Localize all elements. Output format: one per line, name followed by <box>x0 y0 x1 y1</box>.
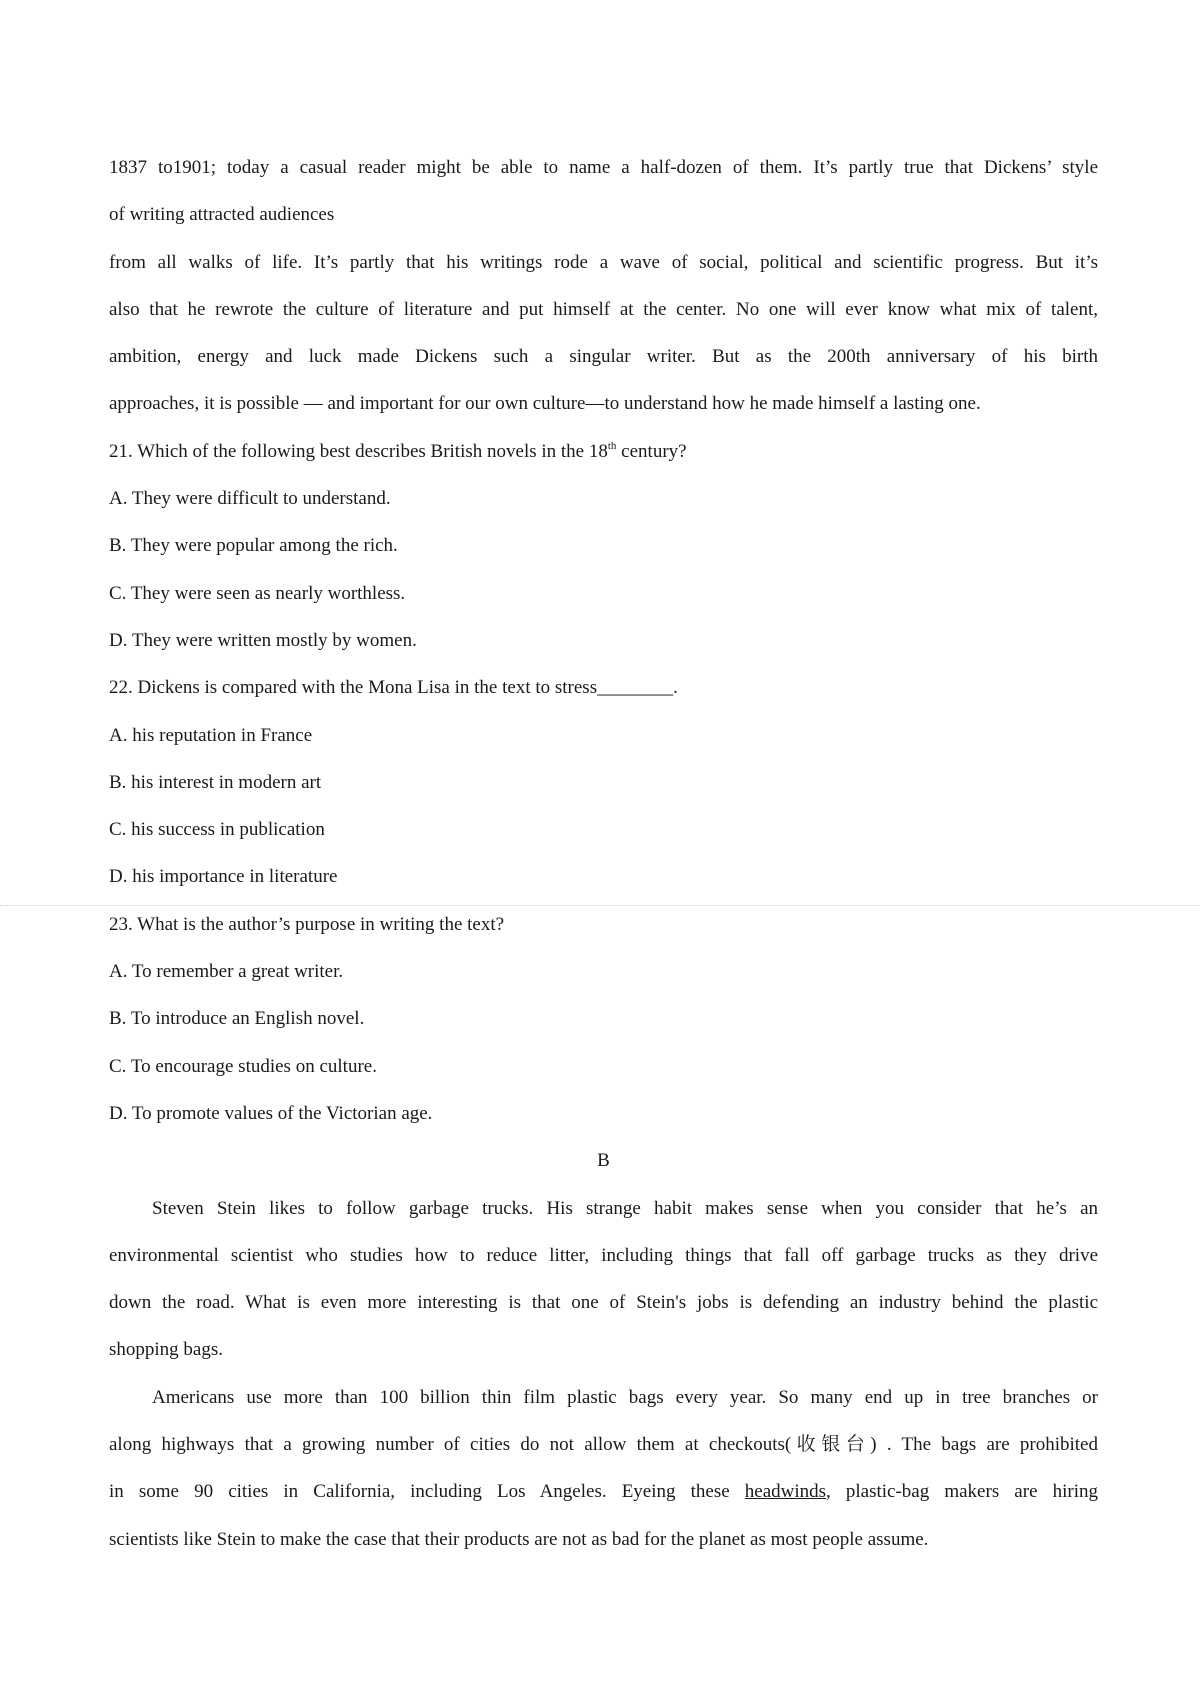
question-23-option-b: B. To introduce an English novel. <box>109 1008 365 1030</box>
question-21-option-c: C. They were seen as nearly worthless. <box>109 582 406 604</box>
passage-a-line: from all walks of life. It’s partly that his writings rode a wave of social, political and scientific progress. But it’s <box>109 251 1098 273</box>
question-21-option-a: A. They were difficult to understand. <box>109 488 391 510</box>
question-21-option-d: D. They were written mostly by women. <box>109 629 417 651</box>
section-b-paragraph-1-line: Steven Stein likes to follow garbage trucks. His strange habit makes sense when you consider that he’s an <box>152 1197 1098 1219</box>
section-b-paragraph-2-line <box>109 1468 1098 1515</box>
section-b-heading: B <box>597 1150 610 1172</box>
question-22-option-a: A. his reputation in France <box>109 724 313 746</box>
passage-a-line: of writing attracted audiences <box>109 204 335 226</box>
question-23-option-c: C. To encourage studies on culture. <box>109 1055 377 1077</box>
question-23-option-d: D. To promote values of the Victorian age. <box>109 1102 433 1124</box>
section-b-paragraph-2-line: Americans use more than 100 billion thin film plastic bags every year. So many end up in tree branches or <box>152 1386 1098 1408</box>
section-b-paragraph-1-line: environmental scientist who studies how to reduce litter, including things that fall off garbage trucks as they drive <box>109 1244 1098 1266</box>
paragraph-text: in some 90 cities in California, including Los Angeles. Eyeing these <box>109 1481 745 1503</box>
question-23-stem: 23. What is the author’s purpose in writing the text? <box>109 913 505 935</box>
section-b-paragraph-2-line: scientists like Stein to make the case that their products are not as bad for the planet as most people assume. <box>109 1528 929 1550</box>
passage-a-line: approaches, it is possible — and important for our own culture—to understand how he made himself a lasting one. <box>109 393 981 415</box>
question-21-option-b: B. They were popular among the rich. <box>109 535 398 557</box>
question-23-option-a: A. To remember a great writer. <box>109 961 344 983</box>
passage-a-line: ambition, energy and luck made Dickens such a singular writer. But as the 200th anniversary of his birth <box>109 346 1098 368</box>
section-b-paragraph-1-line: down the road. What is even more interesting is that one of Stein's jobs is defending an industry behind the plastic <box>109 1292 1098 1314</box>
underlined-word-headwinds: headwinds <box>744 1481 827 1503</box>
question-21-stem-tail: century? <box>616 440 687 462</box>
question-22-option-d: D. his importance in literature <box>109 866 338 888</box>
question-21-stem <box>109 428 1098 475</box>
question-22-option-b: B. his interest in modern art <box>109 771 322 793</box>
passage-a-line: 1837 to1901; today a casual reader might be able to name a half-dozen of them. It’s partly true that Dickens’ style <box>109 157 1098 178</box>
paragraph-text: , plastic-bag makers are hiring <box>826 1481 1098 1503</box>
question-22-option-c: C. his success in publication <box>109 819 325 841</box>
section-b-paragraph-2-line: along highways that a growing number of cities do not allow them at checkouts(收银台) . The bags are prohibited <box>109 1434 1098 1456</box>
document-page <box>109 144 1098 1563</box>
question-22-stem: 22. Dickens is compared with the Mona Lisa in the text to stress________. <box>109 677 678 699</box>
passage-a-line: also that he rewrote the culture of literature and put himself at the center. No one will ever know what mix of talent, <box>109 298 1098 320</box>
section-b-paragraph-1-line: shopping bags. <box>109 1339 223 1361</box>
question-21-stem-text: 21. Which of the following best describes British novels in the 18 <box>109 440 608 462</box>
ordinal-superscript: th <box>607 439 617 452</box>
